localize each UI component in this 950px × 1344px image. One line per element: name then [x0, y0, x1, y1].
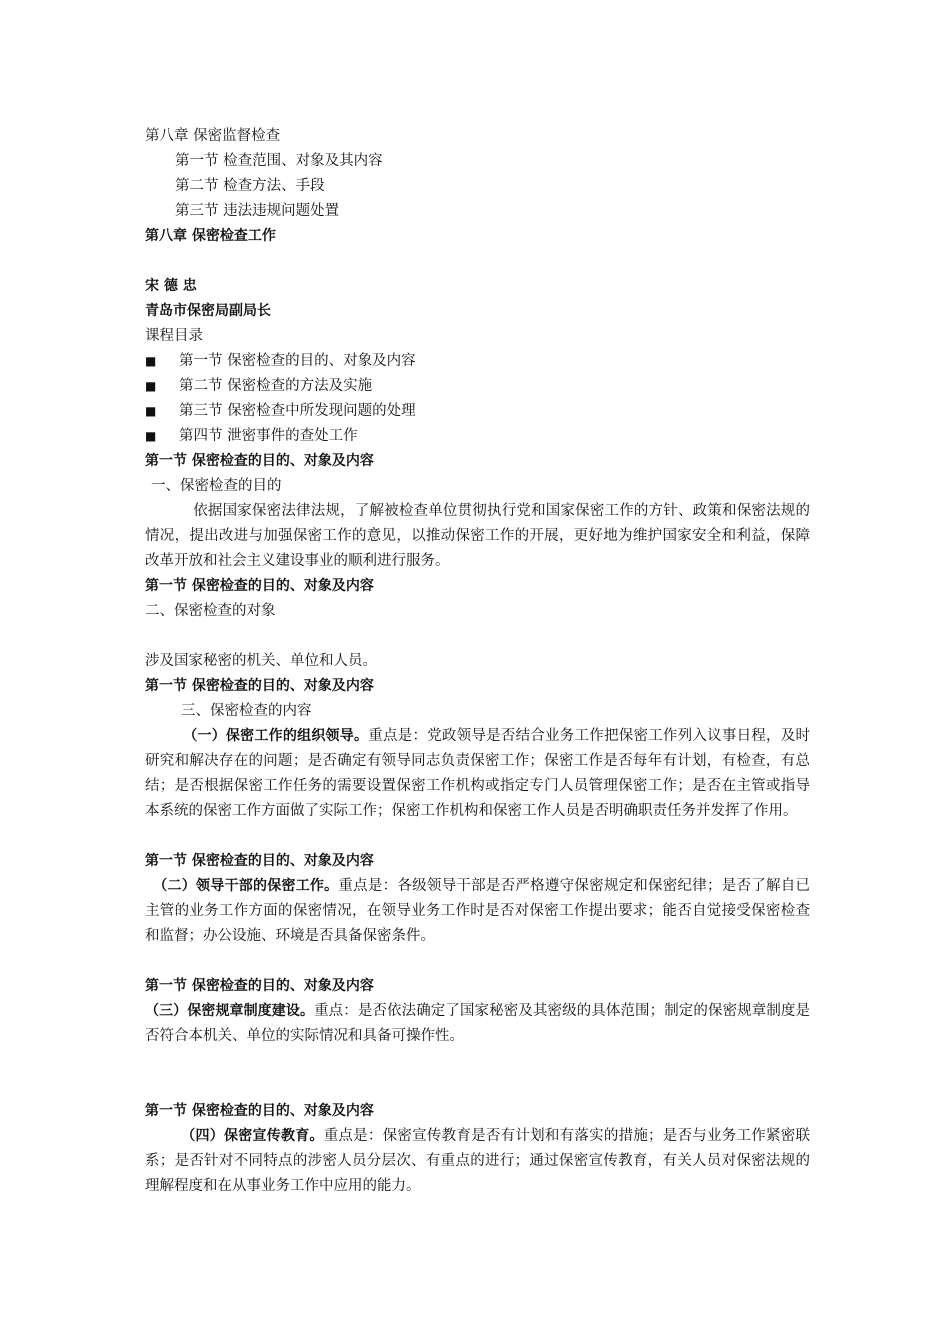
- bullet-icon: ■: [145, 354, 157, 368]
- course-toc-item-2: [145, 374, 810, 399]
- spacer: [145, 1049, 810, 1074]
- item4-lead: （四）保密宣传教育。: [181, 1128, 324, 1144]
- spacer: [145, 824, 810, 849]
- item1-lead: （一）保密工作的组织领导。: [183, 728, 369, 744]
- part3-title: 三、保密检查的内容: [181, 703, 312, 719]
- item3-lead: （三）保密规章制度建设。: [145, 1003, 315, 1019]
- course-toc-heading: 课程目录: [145, 328, 203, 344]
- course-toc-label: 第一节 保密检查的目的、对象及内容: [179, 353, 416, 369]
- section-heading: 第一节 保密检查的目的、对象及内容: [145, 853, 374, 869]
- bullet-icon: ■: [145, 404, 157, 418]
- course-toc-label: 第三节 保密检查中所发现问题的处理: [179, 403, 416, 419]
- author-title: 青岛市保密局副局长: [145, 303, 271, 319]
- course-toc-label: 第四节 泄密事件的查处工作: [179, 428, 358, 444]
- item3-text: 重点：是否依法确定了国家秘密及其密级的具体范围；制定的保密规章制度是否符合本机关、单位的实际情况和具备可操作性。: [145, 1003, 811, 1044]
- part1-title: 一、保密检查的目的: [151, 478, 282, 494]
- item2-text: 重点是：各级领导干部是否严格遵守保密规定和保密纪律；是否了解自已主管的业务工作方面的保密情况，在领导业务工作时是否对保密工作提出要求；能否自觉接受保密检查和监督；办公设施、环境是否具备保密条件。: [145, 878, 810, 944]
- course-toc-label: 第二节 保密检查的方法及实施: [179, 378, 373, 394]
- course-toc-item-1: [145, 349, 810, 374]
- part1-text: 依据国家保密法律法规，了解被检查单位贯彻执行党和国家保密工作的方针、政策和保密法规的情况，提出改进与加强保密工作的意见，以推动保密工作的开展，更好地为维护国家安全和利益，保障改革开放和社会主义建设事业的顺利进行服务。: [145, 503, 810, 569]
- part3-item4: [145, 1124, 810, 1199]
- part3-item2: [145, 874, 810, 949]
- course-toc-item-3: [145, 399, 810, 424]
- chapter-title: 第八章 保密检查工作: [145, 228, 276, 244]
- spacer: [145, 624, 810, 649]
- section-heading: 第一节 保密检查的目的、对象及内容: [145, 578, 374, 594]
- bullet-icon: ■: [145, 379, 157, 393]
- part3-item1: [145, 724, 810, 824]
- section-heading: 第一节 保密检查的目的、对象及内容: [145, 453, 374, 469]
- spacer: [145, 249, 810, 274]
- bullet-icon: ■: [145, 429, 157, 443]
- section-heading: 第一节 保密检查的目的、对象及内容: [145, 978, 374, 994]
- part1-paragraph: [145, 499, 810, 574]
- old-toc-chapter: 第八章 保密监督检查: [145, 128, 281, 144]
- document-page: [145, 124, 810, 1199]
- part2-text: 涉及国家秘密的机关、单位和人员。: [145, 653, 377, 669]
- old-toc-section-3: 第三节 违法违规问题处置: [175, 203, 340, 219]
- author-name: 宋 德 忠: [145, 278, 197, 294]
- section-heading: 第一节 保密检查的目的、对象及内容: [145, 1103, 374, 1119]
- part3-item3: [145, 999, 810, 1049]
- spacer: [145, 949, 810, 974]
- old-toc-section-2: 第二节 检查方法、手段: [175, 178, 325, 194]
- item2-lead: （二）领导干部的保密工作。: [153, 878, 339, 894]
- spacer: [145, 1074, 810, 1099]
- old-toc-section-1: 第一节 检查范围、对象及其内容: [175, 153, 383, 169]
- section-heading: 第一节 保密检查的目的、对象及内容: [145, 678, 374, 694]
- course-toc-item-4: [145, 424, 810, 449]
- item4-text: 重点是：保密宣传教育是否有计划和有落实的措施；是否与业务工作紧密联系；是否针对不同特点的涉密人员分层次、有重点的进行；通过保密宣传教育，有关人员对保密法规的理解程度和在从事业务工作中应用的能力。: [145, 1128, 810, 1194]
- part2-title: 二、保密检查的对象: [145, 603, 276, 619]
- item1-text: 重点是：党政领导是否结合业务工作把保密工作列入议事日程，及时研究和解决存在的问题；是否确定有领导同志负责保密工作；保密工作是否每年有计划，有检查，有总结；是否根据保密工作任务的需要设置保密工作机构或指定专门人员管理保密工作；是否在主管或指导本系统的保密工作方面做了实际工作；保密工作机构和保密工作人员是否明确职责任务并发挥了作用。: [145, 728, 811, 819]
